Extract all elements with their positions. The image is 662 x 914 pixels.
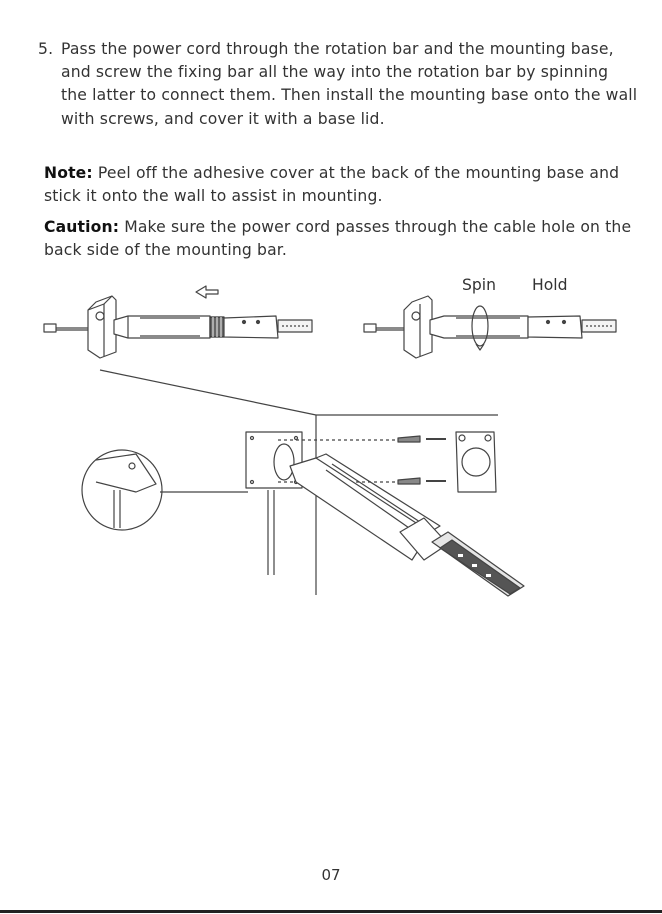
step-number: 5. <box>38 40 54 58</box>
caution-label: Caution: <box>44 218 120 236</box>
installation-drawing <box>0 270 662 610</box>
hold-label: Hold <box>532 276 568 294</box>
wall-mount-drawing <box>82 370 524 596</box>
page-number: 07 <box>321 866 341 884</box>
note-label: Note: <box>44 164 93 182</box>
note-paragraph <box>44 162 634 208</box>
step-text: Pass the power cord through the rotation bar and the mounting base, and screw the fixing bar all the way into the rotation bar by spinning the latter to connect them. Then install the mounting base onto the wall with screws, and cover it with a base lid. <box>61 40 638 128</box>
caution-text: Make sure the power cord passes through the cable hole on the back side of the mounting bar. <box>44 218 632 260</box>
spin-hold-drawing <box>364 296 616 358</box>
spin-label: Spin <box>462 276 497 294</box>
assembly-step-drawing <box>44 286 312 358</box>
bottom-rule <box>0 910 662 913</box>
step-5 <box>38 38 638 131</box>
caution-paragraph <box>44 216 634 262</box>
note-text: Peel off the adhesive cover at the back of the mounting base and stick it onto the wall to assist in mounting. <box>44 164 620 206</box>
installation-illustration <box>0 270 662 610</box>
